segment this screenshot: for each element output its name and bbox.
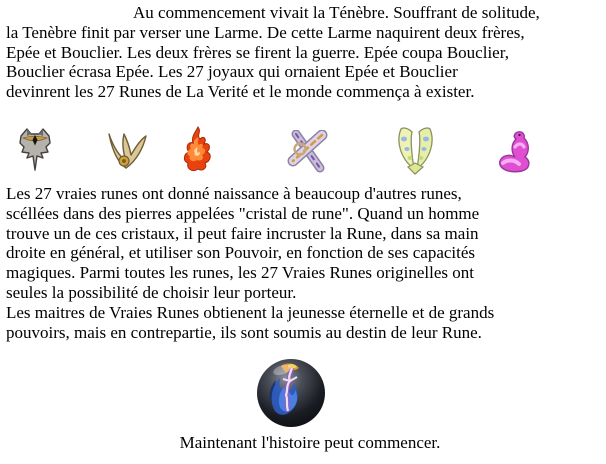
wings-rune-icon	[395, 127, 436, 175]
lore-line: pouvoirs, mais en contrepartie, ils sont soumis au destin de leur Rune.	[6, 322, 482, 342]
dark-orb-rune-icon	[257, 359, 325, 427]
cross-rune-icon	[285, 130, 328, 173]
snake-rune-svg	[494, 130, 534, 173]
claw-rune-icon	[104, 130, 150, 173]
lore-line: Les 27 vraies runes ont donné naissance à beaucoup d'autres runes,	[6, 184, 462, 203]
lore-line: scéllées dans des pierres appelées "cristal de rune". Quand un homme	[6, 203, 480, 223]
snake-rune-icon	[494, 130, 534, 173]
lore-line: seules la possibilité de choisir leur porteur.	[6, 282, 297, 302]
lore-line: droite en général, et utiliser son Pouvoir, en fonction de ses capacités	[6, 243, 476, 263]
flame-rune-svg	[183, 126, 212, 173]
lore-line: trouve un de ces cristaux, il peut faire incruster la Rune, dans sa main	[6, 223, 479, 243]
intro-paragraph	[6, 3, 606, 102]
dark-orb-rune-svg	[257, 359, 325, 427]
wings-rune-svg	[395, 127, 436, 175]
closing-line: Maintenant l'histoire peut commencer.	[179, 433, 441, 452]
lore-line: Les maitres de Vraies Runes obtienent la jeunesse éternelle et de grands	[6, 302, 495, 322]
beast-skull-rune-icon	[16, 127, 54, 172]
intro-line: la Tenèbre finit par verser une Larme. De cette Larme naquirent deux frères,	[6, 22, 525, 42]
flame-rune-icon	[183, 126, 212, 173]
lore-line: magiques. Parmi toutes les runes, les 27 Vraies Runes originelles ont	[6, 263, 474, 283]
intro-line: devinrent les 27 Runes de La Verité et le monde commença à exister.	[6, 82, 475, 102]
beast-skull-rune-svg	[16, 127, 54, 172]
lore-paragraph	[6, 184, 606, 342]
intro-line: Epée et Bouclier. Les deux frères se firent la guerre. Epée coupa Bouclier,	[6, 42, 509, 62]
intro-line: Bouclier écrasa Epée. Les 27 joyaux qui ornaient Epée et Bouclier	[6, 62, 458, 82]
cross-rune-svg	[285, 130, 328, 173]
claw-rune-svg	[104, 130, 150, 173]
intro-line: Au commencement vivait la Ténèbre. Souffrant de solitude,	[133, 3, 540, 22]
